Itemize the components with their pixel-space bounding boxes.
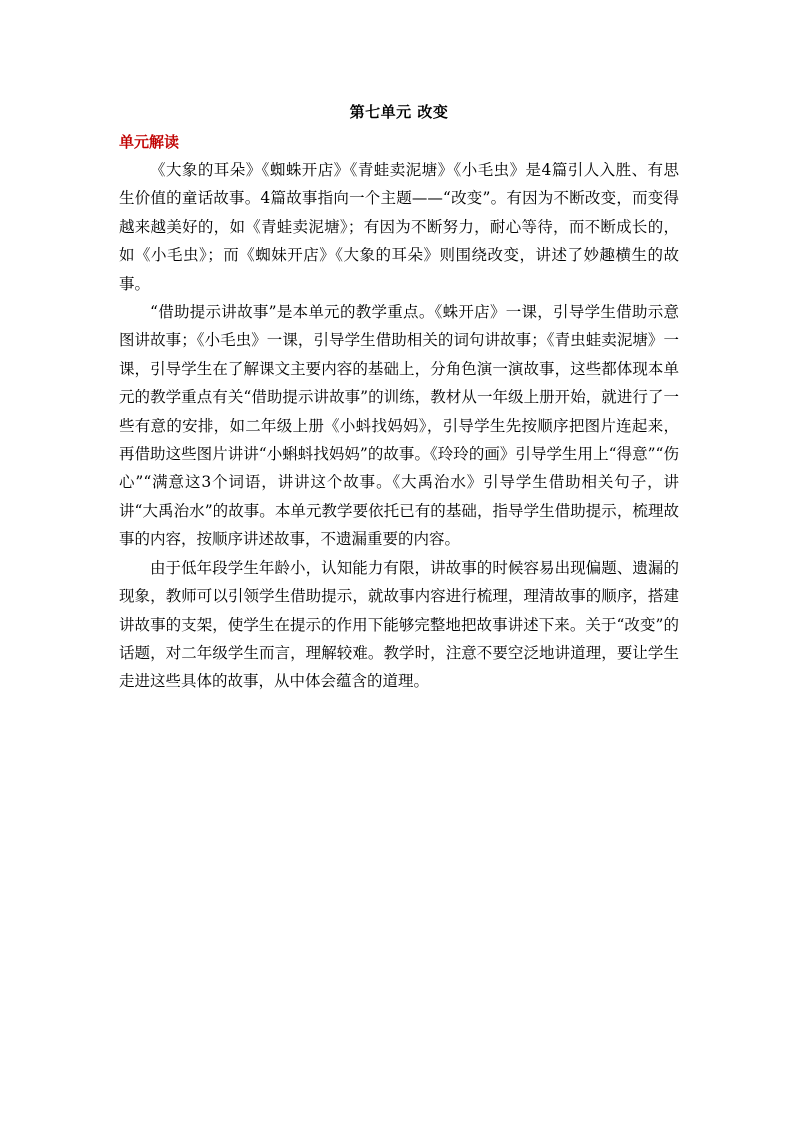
document-page [119, 100, 679, 696]
unit-title: 第七单元 改变 [349, 103, 449, 121]
section-heading: 单元解读 [119, 133, 180, 151]
paragraph-teaching-focus: “借助提示讲故事”是本单元的教学重点。《蛛开店》一课，引导学生借助示意图讲故事；《小毛虫》一课，引导学生借助相关的词句讲故事；《青虫蛙卖泥塘》一课，引导学生在了解课文主要内容的基础上，分角色演一演故事，这些都体现本单元的教学重点有关“借助提示讲故事”的训练，教材从一年级上册开始，就进行了一些有意的安排，如二年级上册《小蚪找妈妈》，引导学生先按顺序把图片连起来，再借助这些图片讲讲“小蝌蚪找妈妈”的故事。《玲玲的画》引导学生用上“得意”“伤心”“满意这3个词语，讲讲这个故事。《大禹治水》引导学生借助相关句子，讲讲“大禹治水”的故事。本单元教学要依托已有的基础，指导学生借助提示，梳理故事的内容，按顺序讲述故事，不遗漏重要的内容。 [119, 303, 679, 549]
paragraph-teaching-advice: 由于低年段学生年龄小，认知能力有限，讲故事的时候容易出现偏题、遗漏的现象，教师可以引领学生借助提示，就故事内容进行梳理，理清故事的顺序，搭建讲故事的支架，使学生在提示的作用下能够完整地把故事讲述下来。关于“改变”的话题，对二年级学生而言，理解较难。教学时，注意不要空泛地讲道理，要让学生走进这些具体的故事，从中体会蕴含的道理。 [119, 558, 679, 691]
paragraph-intro: 《大象的耳朵》《蜘蛛开店》《青蛙卖泥塘》《小毛虫》是4篇引人入胜、有思生价值的童话故事。4篇故事指向一个主题——“改变”。有因为不断改变，而变得越来越美好的，如《青蛙卖泥塘》；有因为不断努力，耐心等待，而不断成长的，如《小毛虫》；而《蜘妹开店》《大象的耳朵》则围绕改变，讲述了妙趣横生的故事。 [119, 161, 679, 293]
